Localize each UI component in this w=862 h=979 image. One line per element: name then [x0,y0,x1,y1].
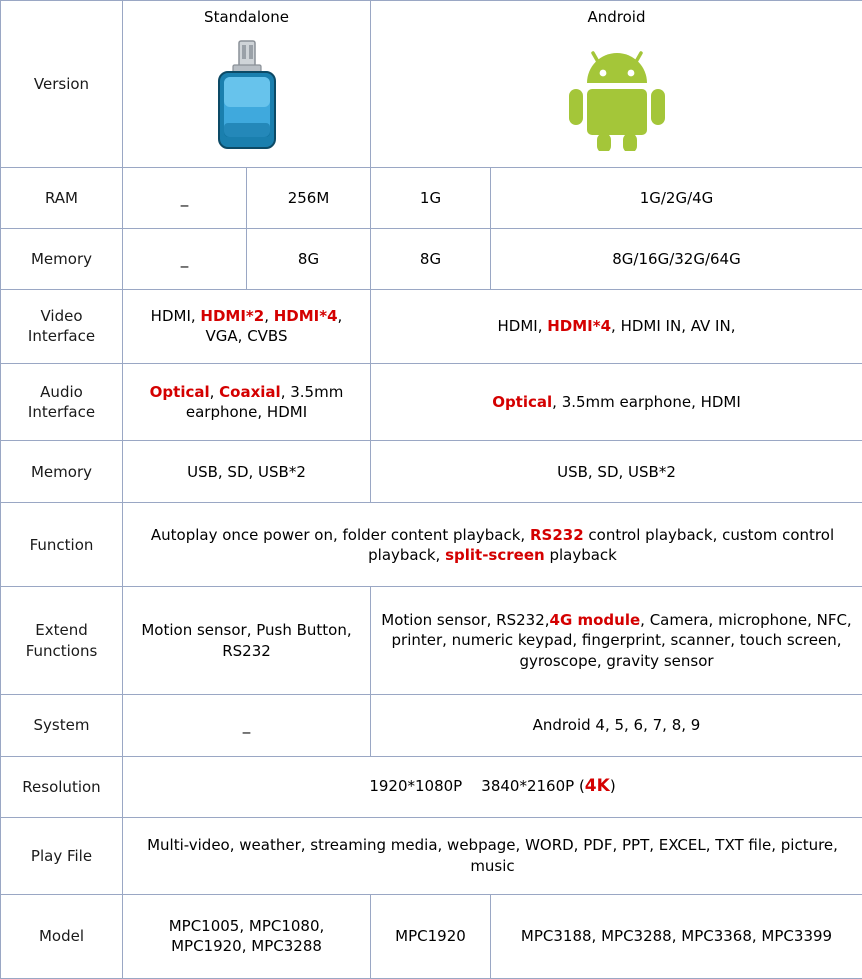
table-row-resolution [1,757,862,817]
text-plain: control playback, custom control playback, [368,525,835,564]
cell-text: _ [242,716,251,735]
header-standalone [123,1,371,168]
table-row-audio-interface [1,363,862,440]
header-android-label: Android [587,8,646,26]
text-plain: Motion sensor, RS232, [381,611,550,630]
cell-memory-android-1: 8G [371,229,491,290]
text-plain: HDMI, [150,307,201,326]
cell-memory-standalone-1 [123,229,247,290]
table-row-memory-ports [1,441,862,503]
cell-function [123,503,862,587]
cell-model-mpc1920: MPC1920 [371,894,491,978]
text-plain: 1920*1080P 3840*2160P ( [369,777,585,796]
cell-extend-standalone: Motion sensor, Push Button, RS232 [123,587,371,695]
cell-video-android [371,290,862,363]
cell-extend-android [371,587,862,695]
cell-system-android: Android 4, 5, 6, 7, 8, 9 [371,694,862,756]
text-highlight: Optical [149,382,210,401]
text-plain: Autoplay once power on, folder content playback, [150,525,530,544]
text-highlight: HDMI*2 [200,307,265,326]
row-label-audio-interface [1,363,123,440]
cell-ram-standalone-1 [123,167,247,228]
cell-audio-standalone [123,363,371,440]
text-plain: , [209,382,220,401]
row-label-resolution: Resolution [1,757,123,817]
table-row-memory-internal [1,229,862,290]
cell-audio-android [371,363,862,440]
android-robot-icon [565,29,669,161]
row-label-ram: RAM [1,167,123,228]
usb-flash-drive-icon [211,29,283,161]
text-highlight: 4K [584,776,610,797]
cell-video-standalone [123,290,371,363]
text-highlight: RS232 [529,525,584,544]
table-row-extend-functions [1,587,862,695]
text-plain: , HDMI IN, AV IN, [611,317,736,336]
cell-memory-ports-standalone: USB, SD, USB*2 [123,441,371,503]
text-highlight: split-screen [445,545,545,564]
text-plain: ) [609,777,616,796]
row-label-extend-functions [1,587,123,695]
row-label-extend-functions-text: Extend Functions [25,621,98,660]
text-plain: , VGA, CVBS [205,307,343,346]
table-header-row [1,1,862,168]
cell-play-file: Multi-video, weather, streaming media, webpage, WORD, PDF, PPT, EXCEL, TXT file, picture, music [123,817,862,894]
table-row-play-file [1,817,862,894]
row-label-video-interface [1,290,123,363]
cell-memory-ports-android: USB, SD, USB*2 [371,441,862,503]
row-label-play-file: Play File [1,817,123,894]
cell-model-standalone: MPC1005, MPC1080, MPC1920, MPC3288 [123,894,371,978]
text-highlight: Coaxial [219,382,281,401]
text-plain: , 3.5mm earphone, HDMI [185,382,344,421]
text-highlight: HDMI*4 [547,317,612,336]
cell-system-standalone [123,694,371,756]
row-label-video-interface-text: Video Interface [27,307,96,346]
table-row-system [1,694,862,756]
row-label-function: Function [1,503,123,587]
cell-ram-android-1: 1G [371,167,491,228]
cell-ram-standalone-2: 256M [247,167,371,228]
text-highlight: Optical [492,392,553,411]
text-plain: HDMI, [497,317,548,336]
table-row-function [1,503,862,587]
table-row-model [1,894,862,978]
cell-memory-android-2: 8G/16G/32G/64G [491,229,862,290]
text-plain: playback [544,545,617,564]
cell-text: _ [180,188,189,207]
text-highlight: HDMI*4 [273,307,338,326]
header-version-label: Version [1,1,123,168]
row-label-system: System [1,694,123,756]
text-highlight: 4G module [549,611,641,630]
cell-ram-android-2: 1G/2G/4G [491,167,862,228]
text-plain: , Camera, microphone, NFC, printer, numeric keypad, fingerprint, scanner, touch screen, gyroscope, gravity sensor [391,611,852,670]
cell-text: _ [180,250,189,269]
cell-resolution [123,757,862,817]
table-row-video-interface [1,290,862,363]
cell-memory-standalone-2: 8G [247,229,371,290]
row-label-memory-ports: Memory [1,441,123,503]
cell-model-android: MPC3188, MPC3288, MPC3368, MPC3399 [491,894,862,978]
row-label-audio-interface-text: Audio Interface [27,382,96,421]
header-android [371,1,862,168]
header-standalone-label: Standalone [204,8,289,26]
text-plain: , 3.5mm earphone, HDMI [552,392,741,411]
row-label-model: Model [1,894,123,978]
text-plain: , [264,307,274,326]
row-label-memory-internal: Memory [1,229,123,290]
table-row-ram [1,167,862,228]
